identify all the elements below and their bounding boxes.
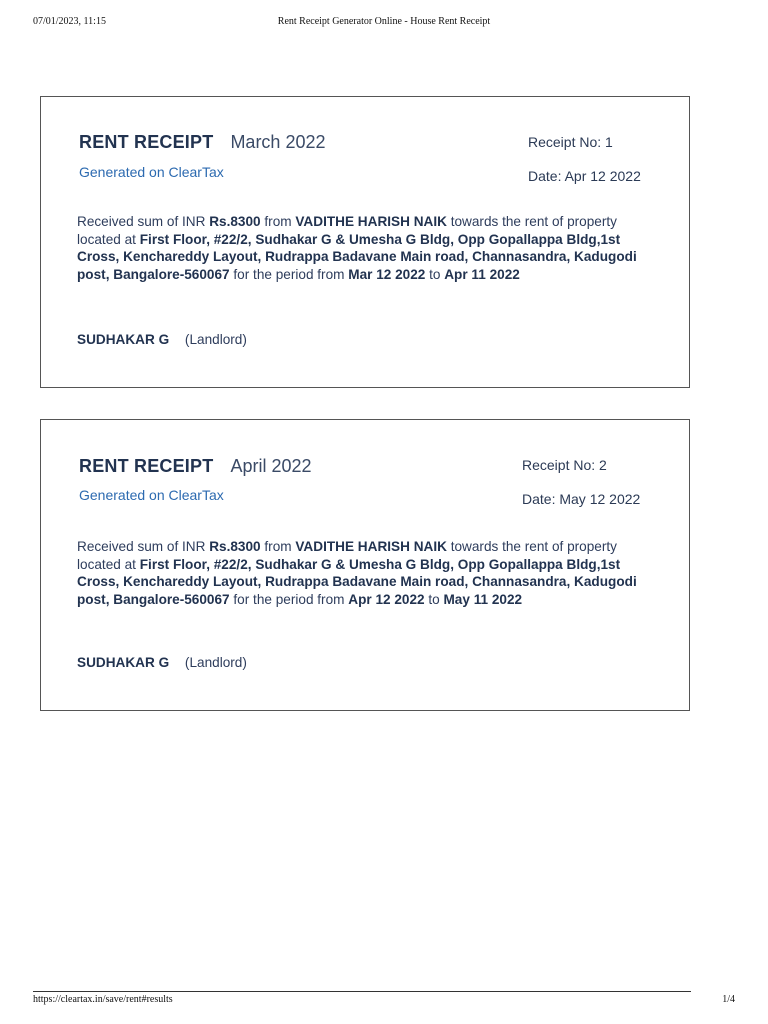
receipt-month: April 2022 — [230, 456, 312, 476]
rent-amount: Rs.8300 — [209, 214, 261, 229]
landlord-role: (Landlord) — [184, 655, 247, 670]
tenant-name: VADITHE HARISH NAIK — [295, 214, 447, 229]
print-timestamp: 07/01/2023, 11:15 — [33, 16, 106, 27]
receipt-heading: RENT RECEIPT — [79, 132, 214, 152]
rent-receipt-card — [40, 96, 690, 388]
period-to: May 11 2022 — [443, 591, 523, 607]
receipt-date: Date: May 12 2022 — [522, 491, 641, 507]
property-address: First Floor, #22/2, Sudhakar G & Umesha G Bldg, Opp Gopallappa Bldg,1st Cross, Kenchareddy Layout, Rudrappa Badavane Main road, Channasandra, Kadugodi post, Bangalore-560067 — [77, 556, 637, 607]
property-address: First Floor, #22/2, Sudhakar G & Umesha G Bldg, Opp Gopallappa Bldg,1st Cross, Kenchareddy Layout, Rudrappa Badavane Main road, Channasandra, Kadugodi post, Bangalore-560067 — [77, 231, 637, 282]
generated-on-label: Generated on ClearTax — [79, 487, 224, 503]
landlord-line — [77, 655, 247, 670]
page-number: 1/4 — [722, 994, 735, 1005]
print-page-title: Rent Receipt Generator Online - House Rent Receipt — [277, 16, 491, 27]
period-to: Apr 11 2022 — [444, 266, 520, 282]
footer-divider — [33, 991, 691, 992]
rent-amount: Rs.8300 — [209, 539, 261, 554]
landlord-role: (Landlord) — [184, 332, 247, 347]
period-from: Mar 12 2022 — [348, 266, 426, 282]
receipt-number: Receipt No: 1 — [528, 134, 613, 150]
landlord-line — [77, 332, 247, 347]
footer-url[interactable]: https://cleartax.in/save/rent#results — [33, 994, 173, 1005]
receipt-body: Received sum of INR Rs.8300 from VADITHE HARISH NAIK towards the rent of property located at First Floor, #22/2, Sudhakar G & Umesha G Bldg, Opp Gopallappa Bldg,1st Cross, Kenchareddy Layout, Rudrappa Badavane Main road, Channasandra, Kadugodi post, Bangalore-560067 for the period from Apr 12 2022 to May 11 2022 — [77, 539, 637, 607]
generated-on-label: Generated on ClearTax — [79, 164, 224, 180]
receipt-number: Receipt No: 2 — [522, 457, 607, 473]
receipt-date: Date: Apr 12 2022 — [528, 168, 641, 184]
receipt-title — [79, 132, 326, 153]
receipt-heading: RENT RECEIPT — [79, 456, 214, 476]
tenant-name: VADITHE HARISH NAIK — [295, 539, 447, 554]
landlord-name: SUDHAKAR G — [77, 655, 170, 670]
receipt-body: Received sum of INR Rs.8300 from VADITHE HARISH NAIK towards the rent of property located at First Floor, #22/2, Sudhakar G & Umesha G Bldg, Opp Gopallappa Bldg,1st Cross, Kenchareddy Layout, Rudrappa Badavane Main road, Channasandra, Kadugodi post, Bangalore-560067 for the period from Mar 12 2022 to Apr 11 2022 — [77, 214, 637, 282]
receipt-month: March 2022 — [230, 132, 326, 152]
receipt-title — [79, 456, 312, 477]
landlord-name: SUDHAKAR G — [77, 332, 170, 347]
period-from: Apr 12 2022 — [348, 591, 425, 607]
rent-receipt-card — [40, 419, 690, 711]
